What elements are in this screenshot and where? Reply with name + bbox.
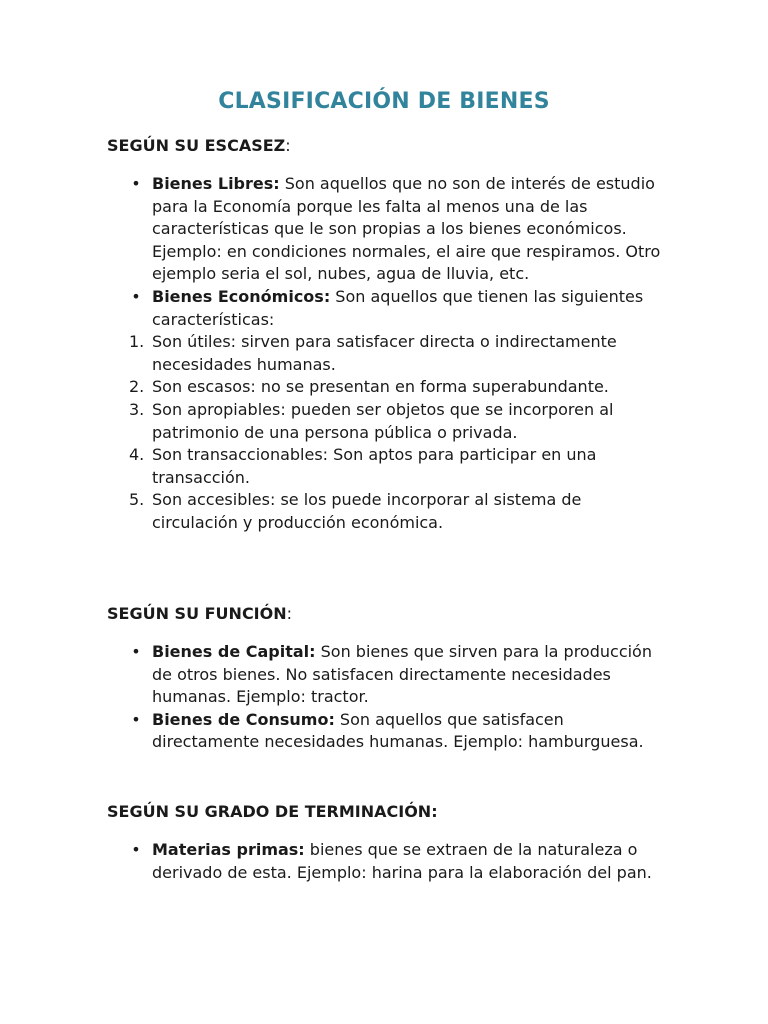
list-escasez	[107, 173, 667, 535]
section-heading-funcion	[107, 603, 292, 625]
list-item	[107, 641, 667, 709]
item-text: Son accesibles: se los puede incorporar al sistema de circulación y producción económica.	[152, 490, 582, 532]
section-heading-terminacion	[107, 801, 438, 823]
list-item	[107, 399, 667, 444]
document-title: CLASIFICACIÓN DE BIENES	[218, 89, 550, 114]
item-text: Son útiles: sirven para satisfacer directa o indirectamente necesidades humanas.	[152, 332, 617, 374]
item-text: Son escasos: no se presentan en forma superabundante.	[152, 377, 609, 397]
list-item	[107, 286, 667, 331]
number-marker: 1.	[129, 332, 145, 352]
bullet-marker: •	[131, 174, 141, 193]
item-text: Son transaccionables: Son aptos para participar en una transacción.	[152, 445, 597, 487]
section-heading-text: SEGÚN SU FUNCIÓN	[107, 604, 287, 623]
bullet-marker: •	[131, 642, 141, 661]
section-heading-text: SEGÚN SU GRADO DE TERMINACIÓN:	[107, 802, 438, 821]
section-heading-text: SEGÚN SU ESCASEZ	[107, 136, 286, 155]
number-marker: 4.	[129, 445, 145, 465]
list-item	[107, 709, 667, 754]
bullet-marker: •	[131, 286, 141, 306]
bullet-marker: •	[131, 840, 141, 859]
item-term: Bienes Libres:	[152, 174, 280, 193]
number-marker: 3.	[129, 399, 145, 419]
list-funcion	[107, 641, 667, 754]
list-item	[107, 173, 667, 286]
item-term: Materias primas:	[152, 840, 305, 859]
item-text: Son aquellos que tienen las siguientes características:	[152, 286, 644, 329]
item-text: Son bienes que sirven para la producción de otros bienes. No satisfacen directamente necesidades humanas. Ejemplo: tractor.	[152, 642, 652, 707]
list-item	[107, 331, 667, 376]
item-term: Bienes de Capital:	[152, 642, 316, 661]
section-heading-suffix: :	[285, 136, 291, 155]
item-term: Bienes de Consumo:	[152, 709, 335, 729]
item-text: Son apropiables: pueden ser objetos que se incorporen al patrimonio de una persona pública o privada.	[152, 399, 614, 442]
section-heading-escasez	[107, 135, 291, 157]
bullet-marker: •	[131, 709, 141, 729]
list-terminacion	[107, 839, 667, 884]
item-term: Bienes Económicos:	[152, 286, 331, 306]
list-item	[107, 839, 667, 884]
number-marker: 2.	[129, 377, 145, 397]
item-text: bienes que se extraen de la naturaleza o derivado de esta. Ejemplo: harina para la elaboración del pan.	[152, 840, 652, 882]
list-item	[107, 444, 667, 489]
item-text: Son aquellos que satisfacen directamente necesidades humanas. Ejemplo: hamburguesa.	[152, 709, 644, 752]
list-item	[107, 376, 667, 399]
section-heading-suffix: :	[286, 604, 293, 623]
list-item	[107, 489, 667, 534]
item-text: Son aquellos que no son de interés de estudio para la Economía porque les falta al menos una de las características que le son propias a los bienes económicos. Ejemplo: en condiciones normales, el aire que respiramos. Otro ejemplo seria el sol, nubes, agua de lluvia, etc.	[152, 174, 661, 284]
number-marker: 5.	[129, 490, 145, 510]
